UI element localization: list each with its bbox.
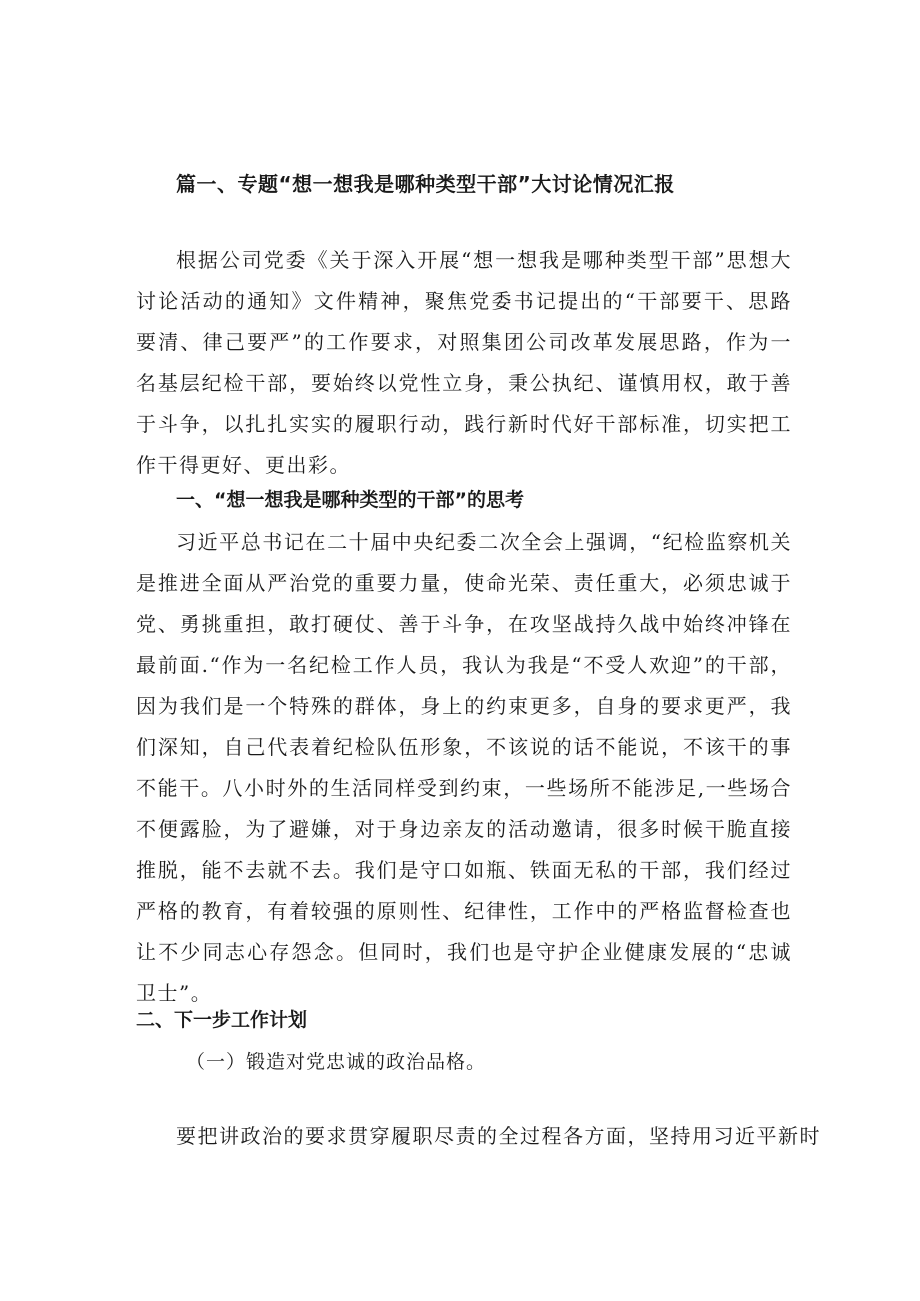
section2-subheading-1: （一）锻造对党忠诚的政治品格。 [186,1051,487,1073]
section1-paragraph: 习近平总书记在二十届中央纪委二次全会上强调，“纪检监察机关是推进全面从严治党的重要力量，使命光荣、责任重大，必须忠诚于党、勇挑重担，敢打硬仗、善于斗争，在攻坚战持久战中始终冲锋在最前面.“作为一名纪检工作人员，我认为我是“不受人欢迎”的干部，因为我们是一个特殊的群体，身上的约束更多，自身的要求更严，我们深知，自己代表着纪检队伍形象，不该说的话不能说，不该干的事不能干。八小时外的生活同样受到约束，一些场所不能涉足,一些场合不便露脸，为了避嫌，对于身边亲友的活动邀请，很多时候干脆直接推脱，能不去就不去。我们是守口如瓶、铁面无私的干部，我们经过严格的教育，有着较强的原则性、纪律性，工作中的严格监督检查也让不少同志心存怨念。但同时，我们也是守护企业健康发展的“忠诚卫士”。 [136,530,792,1005]
document-title: 篇一、专题“想一想我是哪种类型干部”大讨论情况汇报 [176,172,675,196]
section2-paragraph-start: 要把讲政治的要求贯穿履职尽责的全过程各方面，坚持用习近平新时 [176,1124,821,1148]
intro-paragraph: 根据公司党委《关于深入开展“想一想我是哪种类型干部”思想大讨论活动的通知》文件精神，聚焦党委书记提出的“干部要干、思路要清、律己要严”的工作要求，对照集团公司改革发展思路，作为一名基层纪检干部，要始终以党性立身，秉公执纪、谨慎用权，敢于善于斗争，以扎扎实实的履职行动，践行新时代好干部标准，切实把工作干得更好、更出彩。 [136,248,792,477]
section1-heading: 一、“想一想我是哪种类型的干部”的思考 [176,489,524,511]
section2-heading: 二、下一步工作计划 [136,1009,308,1031]
